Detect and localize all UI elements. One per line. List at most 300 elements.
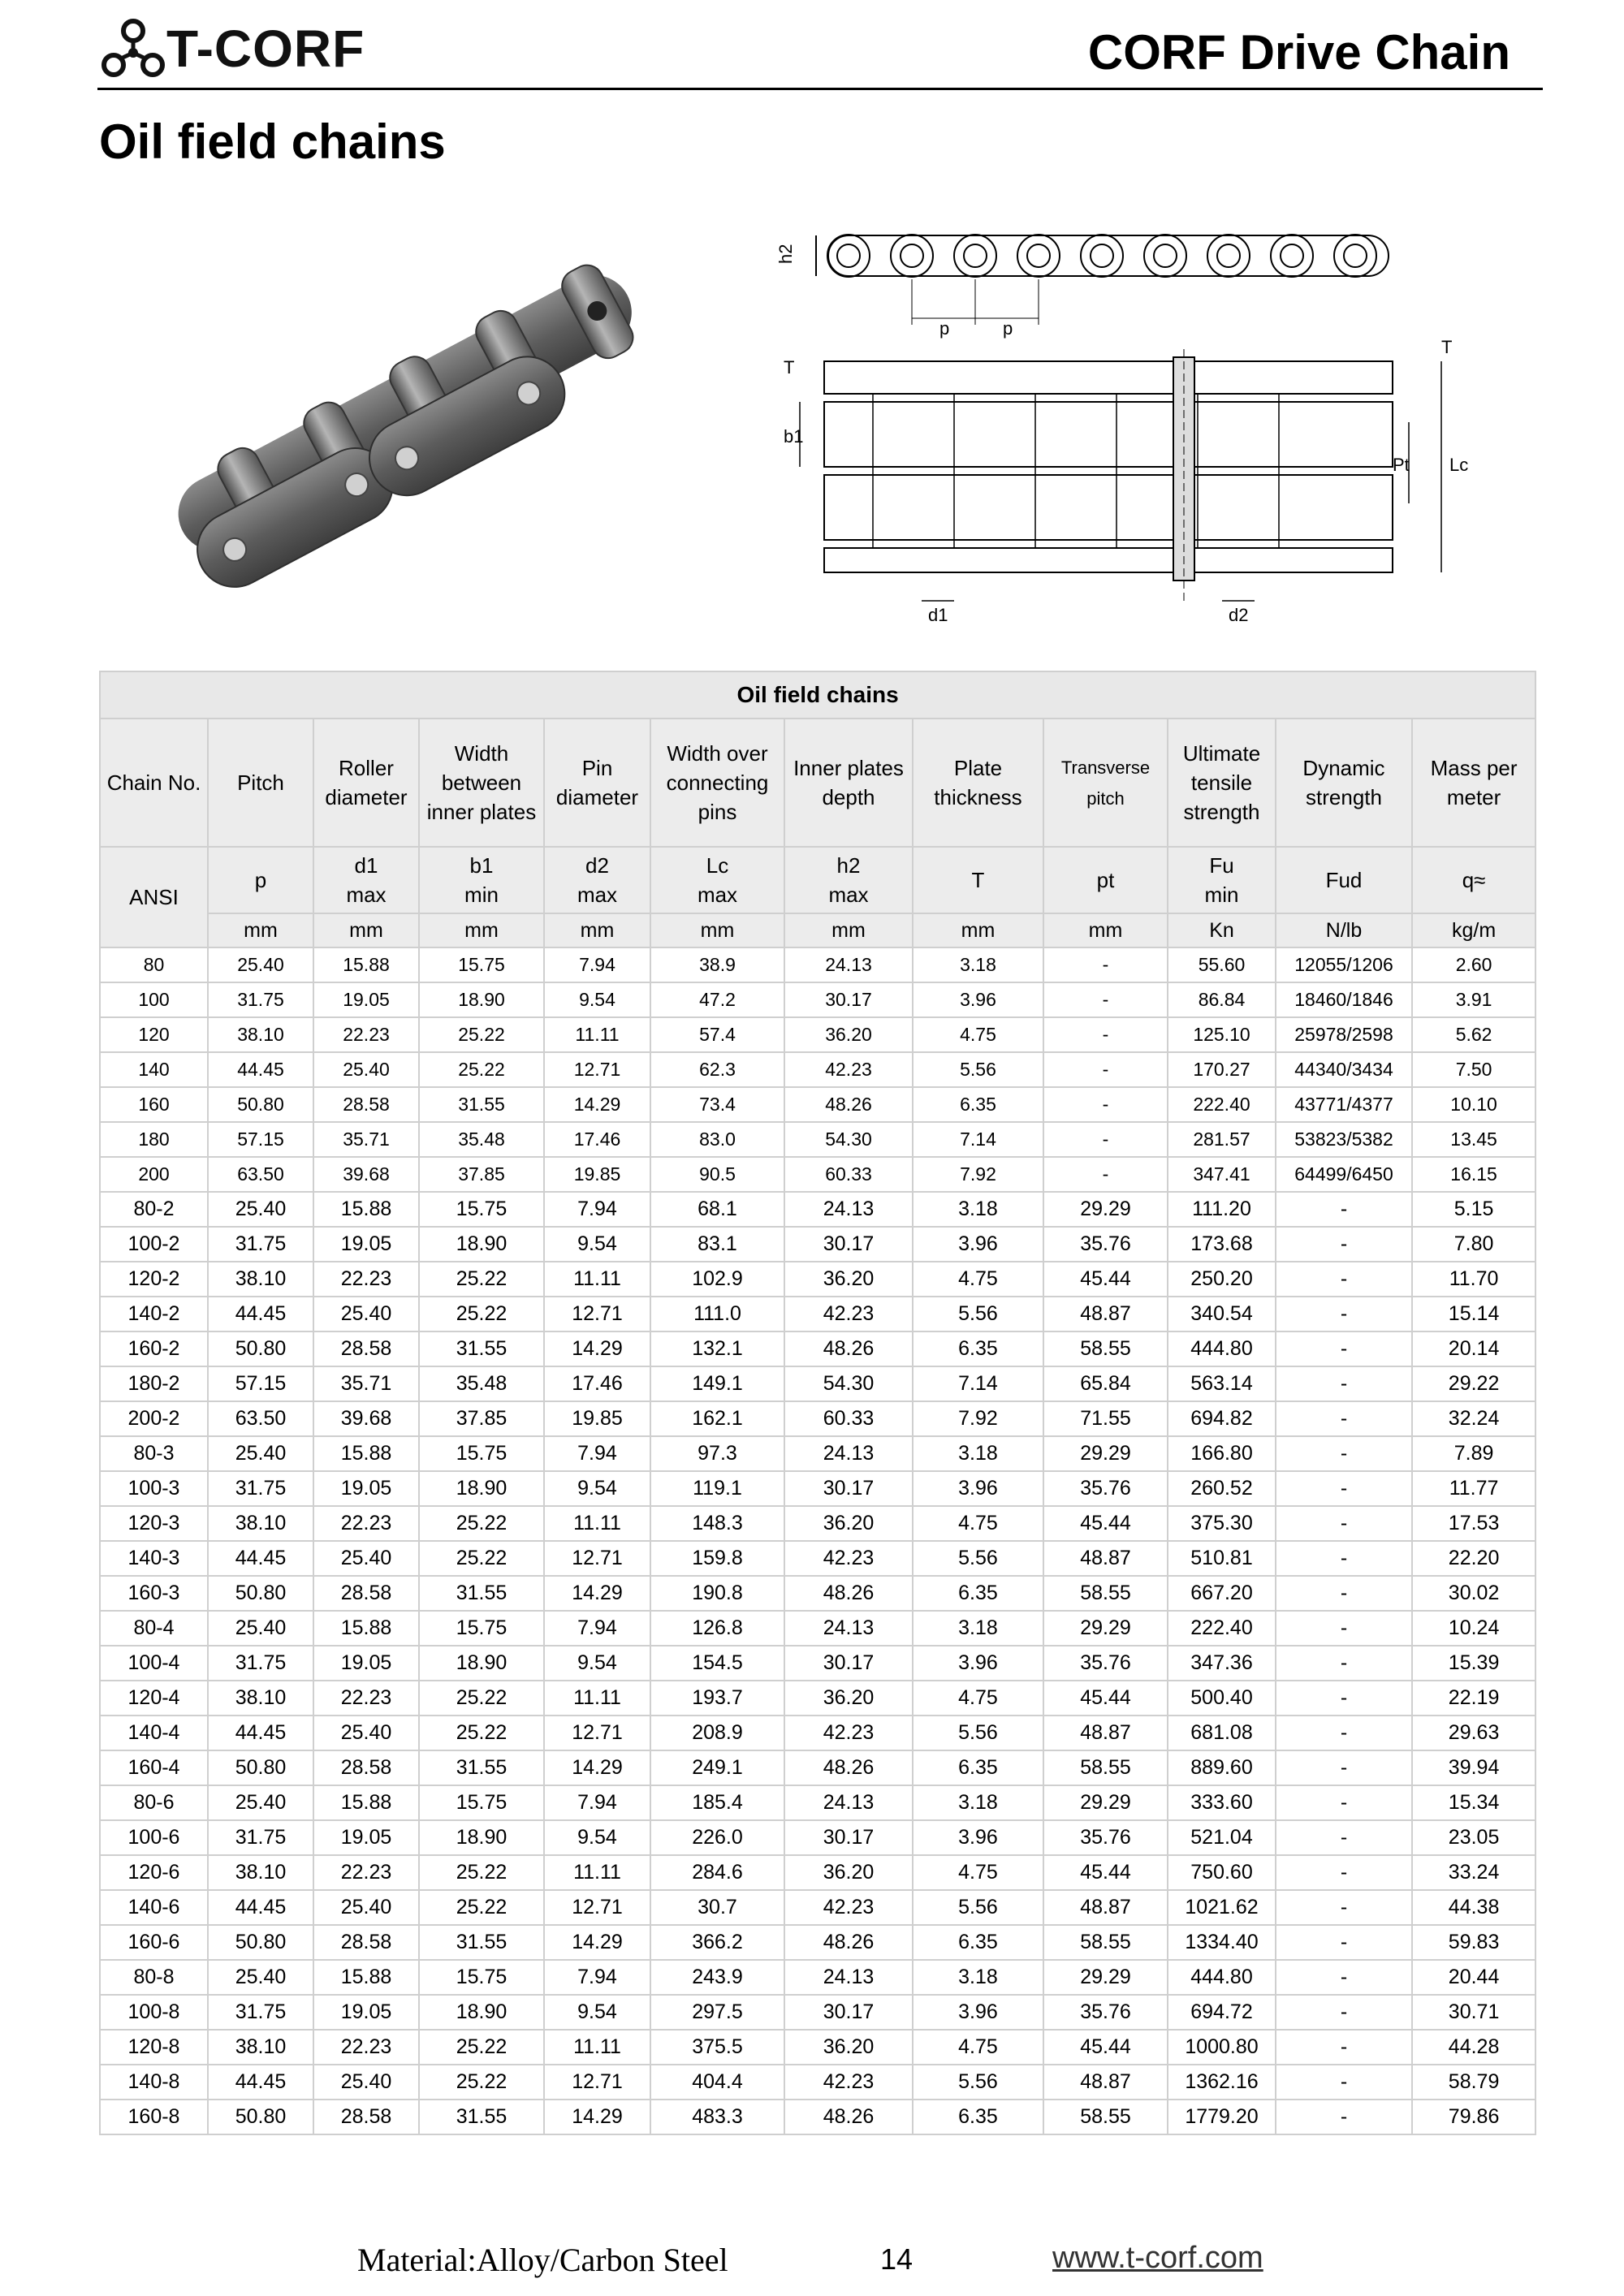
table-cell: 140-3 — [100, 1541, 208, 1576]
unit-d1: mm — [313, 913, 419, 947]
table-cell: 222.40 — [1168, 1611, 1276, 1646]
table-cell: 284.6 — [650, 1855, 784, 1890]
table-row — [100, 1716, 1535, 1750]
table-cell: - — [1276, 2030, 1412, 2065]
table-row — [100, 1820, 1535, 1855]
table-cell: 12.71 — [544, 1716, 650, 1750]
table-cell: 90.5 — [650, 1157, 784, 1192]
table-cell: 25.22 — [419, 1052, 544, 1087]
table-cell: 20.14 — [1412, 1331, 1535, 1366]
symbol-t: T — [913, 847, 1043, 913]
table-cell: 16.15 — [1412, 1157, 1535, 1192]
table-cell: 15.75 — [419, 1611, 544, 1646]
table-cell: 28.58 — [313, 1925, 419, 1960]
table-cell: 17.53 — [1412, 1506, 1535, 1541]
table-row — [100, 1471, 1535, 1506]
table-cell: 404.4 — [650, 2065, 784, 2100]
table-cell: 15.75 — [419, 1192, 544, 1227]
table-cell: 15.88 — [313, 947, 419, 982]
table-cell: 132.1 — [650, 1331, 784, 1366]
unit-fu: Kn — [1168, 913, 1276, 947]
table-cell: 22.23 — [313, 1506, 419, 1541]
table-cell: - — [1276, 1925, 1412, 1960]
table-cell: 31.55 — [419, 1576, 544, 1611]
table-row — [100, 1750, 1535, 1785]
table-cell: 297.5 — [650, 1995, 784, 2030]
table-cell: 36.20 — [784, 1681, 913, 1716]
table-cell: 63.50 — [208, 1157, 313, 1192]
unit-h2: mm — [784, 913, 913, 947]
symbol-d2: d2 max — [544, 847, 650, 913]
table-cell: 37.85 — [419, 1157, 544, 1192]
table-cell: 3.91 — [1412, 982, 1535, 1017]
header-transverse-pitch: Transverse pitch — [1043, 719, 1168, 847]
table-cell: 36.20 — [784, 1017, 913, 1052]
table-cell: 48.87 — [1043, 1890, 1168, 1925]
table-cell: 14.29 — [544, 1087, 650, 1122]
label-p2: p — [1003, 318, 1013, 339]
table-cell: 7.89 — [1412, 1436, 1535, 1471]
table-cell: 5.56 — [913, 1890, 1043, 1925]
page-title: Oil field chains — [99, 114, 446, 169]
table-cell: 39.68 — [313, 1401, 419, 1436]
symbol-fud: Fud — [1276, 847, 1412, 913]
unit-d2: mm — [544, 913, 650, 947]
table-cell: 6.35 — [913, 1925, 1043, 1960]
header-divider — [97, 88, 1543, 90]
table-row — [100, 1925, 1535, 1960]
table-cell: - — [1043, 1157, 1168, 1192]
table-cell: 4.75 — [913, 1506, 1043, 1541]
table-cell: - — [1276, 1331, 1412, 1366]
header-roller-diameter: Roller diameter — [313, 719, 419, 847]
table-cell: - — [1276, 1716, 1412, 1750]
table-cell: 35.76 — [1043, 1820, 1168, 1855]
table-cell: 57.15 — [208, 1122, 313, 1157]
table-cell: 180 — [100, 1122, 208, 1157]
table-cell: 5.56 — [913, 1716, 1043, 1750]
table-cell: 7.50 — [1412, 1052, 1535, 1087]
table-cell: 14.29 — [544, 1925, 650, 1960]
table-row — [100, 1262, 1535, 1297]
table-row — [100, 2030, 1535, 2065]
table-cell: 54.30 — [784, 1122, 913, 1157]
table-cell: 200-2 — [100, 1401, 208, 1436]
table-cell: 38.9 — [650, 947, 784, 982]
table-cell: 59.83 — [1412, 1925, 1535, 1960]
table-cell: 48.26 — [784, 2100, 913, 2134]
table-cell: 11.77 — [1412, 1471, 1535, 1506]
table-cell: 35.48 — [419, 1366, 544, 1401]
table-cell: 86.84 — [1168, 982, 1276, 1017]
table-cell: 58.55 — [1043, 1331, 1168, 1366]
symbol-q: q≈ — [1412, 847, 1535, 913]
table-cell: 5.56 — [913, 1541, 1043, 1576]
table-cell: 28.58 — [313, 1576, 419, 1611]
table-cell: 500.40 — [1168, 1681, 1276, 1716]
table-cell: 281.57 — [1168, 1122, 1276, 1157]
table-cell: 29.29 — [1043, 1785, 1168, 1820]
table-cell: 120 — [100, 1017, 208, 1052]
table-cell: 9.54 — [544, 1227, 650, 1262]
table-cell: 9.54 — [544, 982, 650, 1017]
table-row — [100, 1017, 1535, 1052]
table-cell: 31.55 — [419, 2100, 544, 2134]
table-cell: - — [1043, 982, 1168, 1017]
table-cell: 44.45 — [208, 1541, 313, 1576]
table-cell: - — [1276, 1471, 1412, 1506]
header-plate-thickness: Plate thickness — [913, 719, 1043, 847]
table-cell: 35.71 — [313, 1366, 419, 1401]
table-cell: 29.29 — [1043, 1960, 1168, 1995]
table-cell: 7.94 — [544, 1960, 650, 1995]
table-cell: 50.80 — [208, 1087, 313, 1122]
table-cell: 889.60 — [1168, 1750, 1276, 1785]
label-lc: Lc — [1449, 455, 1469, 475]
table-cell: 48.26 — [784, 1331, 913, 1366]
unit-pt: mm — [1043, 913, 1168, 947]
table-cell: 22.19 — [1412, 1681, 1535, 1716]
table-cell: 29.29 — [1043, 1436, 1168, 1471]
table-cell: 3.96 — [913, 1227, 1043, 1262]
table-row — [100, 1157, 1535, 1192]
table-cell: 1779.20 — [1168, 2100, 1276, 2134]
table-cell: 10.10 — [1412, 1087, 1535, 1122]
table-cell: 64499/6450 — [1276, 1157, 1412, 1192]
table-cell: 4.75 — [913, 2030, 1043, 2065]
table-cell: 160-4 — [100, 1750, 208, 1785]
table-cell: 30.17 — [784, 1646, 913, 1681]
table-cell: 170.27 — [1168, 1052, 1276, 1087]
table-cell: 50.80 — [208, 1576, 313, 1611]
table-cell: 11.11 — [544, 1506, 650, 1541]
table-cell: 126.8 — [650, 1611, 784, 1646]
table-cell: 38.10 — [208, 1262, 313, 1297]
table-cell: - — [1276, 1855, 1412, 1890]
table-cell: - — [1276, 1192, 1412, 1227]
table-cell: 444.80 — [1168, 1960, 1276, 1995]
table-cell: 36.20 — [784, 1262, 913, 1297]
table-cell: 45.44 — [1043, 1681, 1168, 1716]
unit-b1: mm — [419, 913, 544, 947]
table-cell: 25.22 — [419, 1541, 544, 1576]
table-row — [100, 2100, 1535, 2134]
table-cell: 694.72 — [1168, 1995, 1276, 2030]
table-cell: 100 — [100, 982, 208, 1017]
roller-chain-photo — [146, 268, 682, 593]
table-cell: 57.4 — [650, 1017, 784, 1052]
table-cell: 44.45 — [208, 1716, 313, 1750]
symbol-fu: Fu min — [1168, 847, 1276, 913]
table-cell: 57.15 — [208, 1366, 313, 1401]
table-cell: 154.5 — [650, 1646, 784, 1681]
table-cell: 31.75 — [208, 1995, 313, 2030]
table-row — [100, 1436, 1535, 1471]
table-cell: 15.88 — [313, 1192, 419, 1227]
table-cell: 100-4 — [100, 1646, 208, 1681]
table-cell: 200 — [100, 1157, 208, 1192]
table-cell: 260.52 — [1168, 1471, 1276, 1506]
table-cell: 53823/5382 — [1276, 1122, 1412, 1157]
table-cell: 15.39 — [1412, 1646, 1535, 1681]
table-cell: 33.24 — [1412, 1855, 1535, 1890]
table-cell: 58.79 — [1412, 2065, 1535, 2100]
table-cell: 25.22 — [419, 1681, 544, 1716]
table-cell: 18.90 — [419, 1471, 544, 1506]
table-cell: 36.20 — [784, 1855, 913, 1890]
symbol-lc: Lc max — [650, 847, 784, 913]
table-cell: 45.44 — [1043, 1262, 1168, 1297]
table-row — [100, 1576, 1535, 1611]
table-cell: 24.13 — [784, 947, 913, 982]
table-cell: 111.0 — [650, 1297, 784, 1331]
table-cell: 42.23 — [784, 2065, 913, 2100]
table-cell: 31.75 — [208, 982, 313, 1017]
table-cell: 3.96 — [913, 1820, 1043, 1855]
table-cell: 1362.16 — [1168, 2065, 1276, 2100]
table-cell: 15.34 — [1412, 1785, 1535, 1820]
table-cell: 193.7 — [650, 1681, 784, 1716]
table-cell: 35.76 — [1043, 1646, 1168, 1681]
table-cell: 14.29 — [544, 1331, 650, 1366]
table-cell: 45.44 — [1043, 1855, 1168, 1890]
catalog-title: CORF Drive Chain — [1087, 25, 1510, 80]
table-cell: 83.1 — [650, 1227, 784, 1262]
table-cell: - — [1043, 1122, 1168, 1157]
table-cell: - — [1276, 1576, 1412, 1611]
table-cell: 226.0 — [650, 1820, 784, 1855]
table-row — [100, 1681, 1535, 1716]
table-cell: 43771/4377 — [1276, 1087, 1412, 1122]
table-cell: 14.29 — [544, 1576, 650, 1611]
table-cell: 25.40 — [313, 1541, 419, 1576]
table-row — [100, 1855, 1535, 1890]
table-cell: 31.75 — [208, 1471, 313, 1506]
table-cell: - — [1276, 1820, 1412, 1855]
table-cell: 25.40 — [208, 1785, 313, 1820]
table-row — [100, 1366, 1535, 1401]
table-row — [100, 1890, 1535, 1925]
table-cell: 32.24 — [1412, 1401, 1535, 1436]
table-cell: 55.60 — [1168, 947, 1276, 982]
table-cell: 80-2 — [100, 1192, 208, 1227]
table-cell: 9.54 — [544, 1471, 650, 1506]
table-cell: 160-2 — [100, 1331, 208, 1366]
table-cell: 5.56 — [913, 1052, 1043, 1087]
table-cell: 39.94 — [1412, 1750, 1535, 1785]
table-cell: 22.23 — [313, 1681, 419, 1716]
table-cell: 47.2 — [650, 982, 784, 1017]
table-cell: 44.45 — [208, 2065, 313, 2100]
table-row — [100, 1331, 1535, 1366]
header-plate-depth: Inner plates depth — [784, 719, 913, 847]
table-cell: 25.40 — [208, 947, 313, 982]
table-cell: 25.22 — [419, 1890, 544, 1925]
symbol-b1: b1 min — [419, 847, 544, 913]
table-cell: 159.8 — [650, 1541, 784, 1576]
table-cell: 18.90 — [419, 1995, 544, 2030]
table-cell: - — [1276, 1297, 1412, 1331]
table-cell: 2.60 — [1412, 947, 1535, 982]
table-cell: 4.75 — [913, 1017, 1043, 1052]
table-cell: 222.40 — [1168, 1087, 1276, 1122]
table-cell: 22.23 — [313, 1017, 419, 1052]
header-tensile-strength: Ultimate tensile strength — [1168, 719, 1276, 847]
table-cell: 11.11 — [544, 1681, 650, 1716]
oil-field-chains-table — [99, 671, 1536, 2135]
table-cell: 38.10 — [208, 1681, 313, 1716]
table-cell: 83.0 — [650, 1122, 784, 1157]
table-cell: 25.22 — [419, 1716, 544, 1750]
table-cell: 29.29 — [1043, 1192, 1168, 1227]
table-cell: 25.22 — [419, 2065, 544, 2100]
header-chain-no: Chain No. — [100, 719, 208, 847]
table-cell: 14.29 — [544, 2100, 650, 2134]
table-cell: 375.5 — [650, 2030, 784, 2065]
table-cell: 68.1 — [650, 1192, 784, 1227]
label-h2: h2 — [775, 244, 796, 264]
table-cell: 31.55 — [419, 1331, 544, 1366]
chain-dimension-drawing — [767, 227, 1469, 633]
table-cell: 45.44 — [1043, 1506, 1168, 1541]
table-cell: - — [1276, 1401, 1412, 1436]
table-cell: 25.22 — [419, 1262, 544, 1297]
table-cell: 30.17 — [784, 1995, 913, 2030]
table-cell: 15.88 — [313, 1611, 419, 1646]
table-cell: 48.87 — [1043, 2065, 1168, 2100]
table-cell: 80 — [100, 947, 208, 982]
table-row — [100, 1052, 1535, 1087]
table-cell: 15.88 — [313, 1960, 419, 1995]
table-cell: 10.24 — [1412, 1611, 1535, 1646]
table-cell: 119.1 — [650, 1471, 784, 1506]
table-cell: 50.80 — [208, 2100, 313, 2134]
table-cell: 19.05 — [313, 982, 419, 1017]
table-row — [100, 1611, 1535, 1646]
table-cell: 19.05 — [313, 1820, 419, 1855]
table-cell: 375.30 — [1168, 1506, 1276, 1541]
table-cell: 31.55 — [419, 1925, 544, 1960]
table-cell: 18.90 — [419, 1227, 544, 1262]
table-cell: 30.17 — [784, 1227, 913, 1262]
table-cell: 249.1 — [650, 1750, 784, 1785]
table-cell: 42.23 — [784, 1541, 913, 1576]
table-cell: 3.18 — [913, 1436, 1043, 1471]
table-cell: 80-8 — [100, 1960, 208, 1995]
table-cell: 5.56 — [913, 1297, 1043, 1331]
table-cell: 4.75 — [913, 1262, 1043, 1297]
table-cell: 7.14 — [913, 1366, 1043, 1401]
footer-material: Material:Alloy/Carbon Steel — [357, 2242, 728, 2278]
table-cell: 681.08 — [1168, 1716, 1276, 1750]
table-cell: 35.48 — [419, 1122, 544, 1157]
table-cell: 160-8 — [100, 2100, 208, 2134]
table-cell: 25.40 — [208, 1960, 313, 1995]
table-cell: 7.92 — [913, 1157, 1043, 1192]
table-cell: - — [1276, 1681, 1412, 1716]
header-inner-width: Width between inner plates — [419, 719, 544, 847]
table-cell: 24.13 — [784, 1960, 913, 1995]
table-cell: 28.58 — [313, 2100, 419, 2134]
table-cell: 80-3 — [100, 1436, 208, 1471]
label-t-right: T — [1441, 337, 1453, 357]
table-row — [100, 1541, 1535, 1576]
table-cell: 125.10 — [1168, 1017, 1276, 1052]
table-cell: 208.9 — [650, 1716, 784, 1750]
table-cell: 100-8 — [100, 1995, 208, 2030]
table-cell: 173.68 — [1168, 1227, 1276, 1262]
table-cell: 5.15 — [1412, 1192, 1535, 1227]
table-cell: - — [1276, 1785, 1412, 1820]
brand-logo — [102, 18, 365, 80]
table-cell: 50.80 — [208, 1750, 313, 1785]
table-cell: 48.26 — [784, 1750, 913, 1785]
table-cell: - — [1276, 2065, 1412, 2100]
table-cell: 1021.62 — [1168, 1890, 1276, 1925]
table-cell: 4.75 — [913, 1681, 1043, 1716]
table-cell: - — [1276, 1611, 1412, 1646]
table-cell: 3.96 — [913, 1471, 1043, 1506]
table-cell: 25.40 — [313, 1716, 419, 1750]
table-cell: 7.94 — [544, 1192, 650, 1227]
table-cell: 3.96 — [913, 982, 1043, 1017]
table-cell: 42.23 — [784, 1297, 913, 1331]
table-cell: 12.71 — [544, 1297, 650, 1331]
table-cell: 25.22 — [419, 1297, 544, 1331]
table-cell: 44.28 — [1412, 2030, 1535, 2065]
table-cell: - — [1043, 1052, 1168, 1087]
table-cell: 14.29 — [544, 1750, 650, 1785]
table-cell: 44.45 — [208, 1297, 313, 1331]
table-cell: 42.23 — [784, 1052, 913, 1087]
table-cell: - — [1276, 1436, 1412, 1471]
symbol-d1: d1 max — [313, 847, 419, 913]
symbol-pt: pt — [1043, 847, 1168, 913]
table-cell: 29.22 — [1412, 1366, 1535, 1401]
label-t-left: T — [784, 357, 795, 378]
table-cell: 44.38 — [1412, 1890, 1535, 1925]
website-link[interactable]: www.t-corf.com — [1052, 2241, 1263, 2275]
table-cell: 48.87 — [1043, 1297, 1168, 1331]
table-cell: 100-3 — [100, 1471, 208, 1506]
table-cell: 148.3 — [650, 1506, 784, 1541]
symbol-p: p — [208, 847, 313, 913]
table-row — [100, 982, 1535, 1017]
table-cell: 120-6 — [100, 1855, 208, 1890]
table-cell: 44340/3434 — [1276, 1052, 1412, 1087]
table-cell: 37.85 — [419, 1401, 544, 1436]
table-cell: 12.71 — [544, 2065, 650, 2100]
table-cell: 25.22 — [419, 1855, 544, 1890]
table-cell: 750.60 — [1168, 1855, 1276, 1890]
table-cell: 667.20 — [1168, 1576, 1276, 1611]
table-cell: 1334.40 — [1168, 1925, 1276, 1960]
table-cell: 39.68 — [313, 1157, 419, 1192]
table-cell: - — [1043, 1017, 1168, 1052]
table-cell: 44.45 — [208, 1052, 313, 1087]
table-cell: 102.9 — [650, 1262, 784, 1297]
table-cell: 19.05 — [313, 1646, 419, 1681]
table-cell: 58.55 — [1043, 1925, 1168, 1960]
table-cell: 140-2 — [100, 1297, 208, 1331]
table-cell: 25.40 — [313, 1890, 419, 1925]
table-cell: 22.23 — [313, 1262, 419, 1297]
table-cell: 25.22 — [419, 1506, 544, 1541]
table-cell: 38.10 — [208, 1506, 313, 1541]
table-cell: 3.18 — [913, 1192, 1043, 1227]
table-cell: 15.75 — [419, 947, 544, 982]
table-cell: 58.55 — [1043, 1750, 1168, 1785]
